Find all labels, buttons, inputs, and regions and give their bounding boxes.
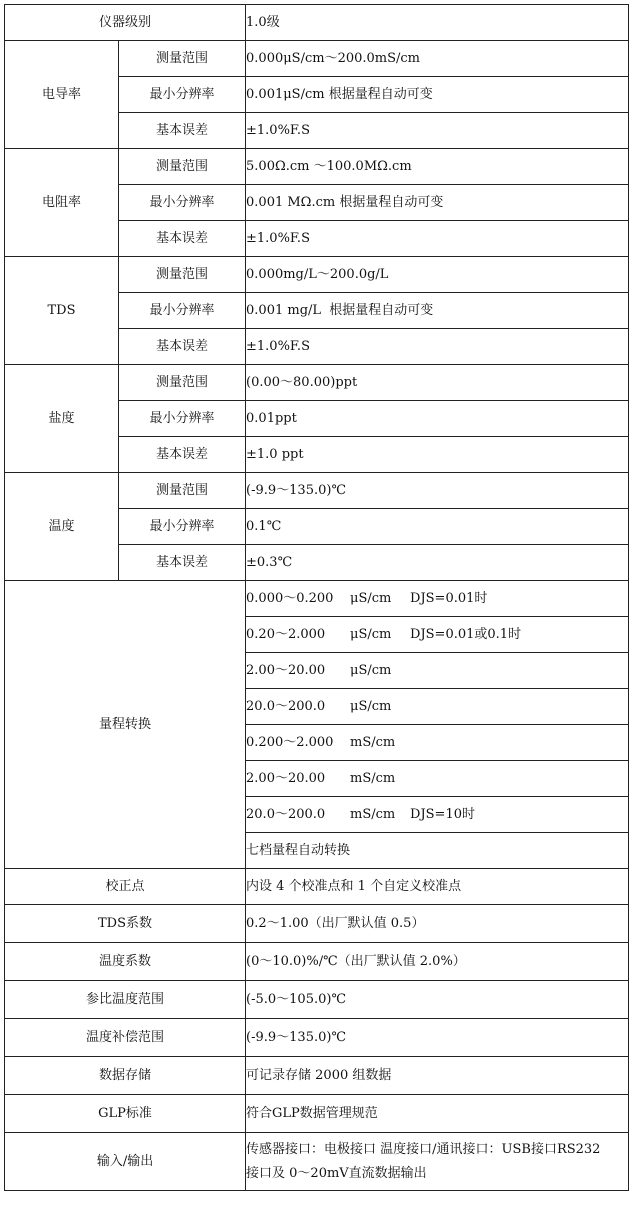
table-row	[5, 943, 629, 981]
label-range: 测量范围	[119, 41, 246, 77]
value-io	[246, 1133, 629, 1191]
range-switch-item	[246, 761, 629, 797]
label-error: 基本误差	[119, 221, 246, 257]
group-resistivity: 电阻率	[5, 149, 119, 257]
range-value: 0.000～0.200	[246, 590, 334, 606]
range-switch-item	[246, 617, 629, 653]
value-resistivity-resolution: 0.001 MΩ.cm 根据量程自动可变	[246, 185, 629, 221]
value-calibration: 内设 4 个校准点和 1 个自定义校准点	[246, 869, 629, 905]
label-calibration: 校正点	[5, 869, 246, 905]
range-note: DJS=0.01或0.1时	[410, 626, 522, 642]
range-value: 2.00～20.00	[246, 770, 326, 786]
value-glp: 符合GLP数据管理规范	[246, 1095, 629, 1133]
label-resolution: 最小分辨率	[119, 77, 246, 113]
range-switch-item	[246, 797, 629, 833]
table-row	[5, 1095, 629, 1133]
table-row	[5, 869, 629, 905]
table-row	[5, 257, 629, 293]
range-unit: μS/cm	[350, 626, 392, 642]
group-temperature: 温度	[5, 473, 119, 581]
table-row	[5, 473, 629, 509]
table-row	[5, 1019, 629, 1057]
label-range: 测量范围	[119, 473, 246, 509]
group-salinity: 盐度	[5, 365, 119, 473]
table-row	[5, 1057, 629, 1095]
table-row	[5, 905, 629, 943]
range-unit: μS/cm	[350, 698, 392, 714]
label-temp-comp-range: 温度补偿范围	[5, 1019, 246, 1057]
value-conductivity-resolution: 0.001μS/cm 根据量程自动可变	[246, 77, 629, 113]
value-conductivity-range: 0.000μS/cm～200.0mS/cm	[246, 41, 629, 77]
value-tds-error: ±1.0%F.S	[246, 329, 629, 365]
value-io-line1: 传感器接口：电极接口 温度接口/通讯接口：USB接口RS232	[246, 1141, 601, 1157]
value-temperature-error: ±0.3℃	[246, 545, 629, 581]
value-io-line2: 接口及 0～20mV直流数据输出	[246, 1165, 427, 1181]
value-temperature-range: (-9.9～135.0)℃	[246, 473, 629, 509]
range-switch-item	[246, 581, 629, 617]
label-range: 测量范围	[119, 149, 246, 185]
group-conductivity: 电导率	[5, 41, 119, 149]
value-tds-factor: 0.2～1.00（出厂默认值 0.5）	[246, 905, 629, 943]
range-switch-item	[246, 725, 629, 761]
label-data-storage: 数据存储	[5, 1057, 246, 1095]
range-unit: mS/cm	[350, 734, 396, 750]
label-resolution: 最小分辨率	[119, 293, 246, 329]
value-salinity-range: (0.00～80.00)ppt	[246, 365, 629, 401]
label-error: 基本误差	[119, 437, 246, 473]
group-tds: TDS	[5, 257, 119, 365]
label-error: 基本误差	[119, 113, 246, 149]
range-value: 2.00～20.00	[246, 662, 326, 678]
table-row	[5, 149, 629, 185]
range-unit: μS/cm	[350, 590, 392, 606]
label-io: 输入/输出	[5, 1133, 246, 1191]
label-ref-temp-range: 参比温度范围	[5, 981, 246, 1019]
table-row	[5, 5, 629, 41]
label-error: 基本误差	[119, 545, 246, 581]
label-resolution: 最小分辨率	[119, 509, 246, 545]
label-range-switch: 量程转换	[5, 581, 246, 869]
label-glp: GLP标准	[5, 1095, 246, 1133]
value-instrument-grade: 1.0级	[246, 5, 629, 41]
label-error: 基本误差	[119, 329, 246, 365]
range-switch-item	[246, 689, 629, 725]
range-value: 20.0～200.0	[246, 806, 326, 822]
value-tds-resolution: 0.001 mg/L 根据量程自动可变	[246, 293, 629, 329]
label-temp-coefficient: 温度系数	[5, 943, 246, 981]
range-unit: mS/cm	[350, 806, 396, 822]
spec-table	[4, 4, 629, 1191]
value-temp-comp-range: (-9.9～135.0)℃	[246, 1019, 629, 1057]
table-row	[5, 981, 629, 1019]
table-row	[5, 365, 629, 401]
range-switch-item	[246, 653, 629, 689]
value-conductivity-error: ±1.0%F.S	[246, 113, 629, 149]
value-temp-coefficient: (0～10.0)%/℃（出厂默认值 2.0%）	[246, 943, 629, 981]
range-note: DJS=10时	[410, 806, 475, 822]
value-tds-range: 0.000mg/L～200.0g/L	[246, 257, 629, 293]
value-salinity-error: ±1.0 ppt	[246, 437, 629, 473]
range-value: 0.200～2.000	[246, 734, 334, 750]
range-unit: μS/cm	[350, 662, 392, 678]
label-instrument-grade: 仪器级别	[5, 5, 246, 41]
table-row	[5, 1133, 629, 1191]
range-note: DJS=0.01时	[410, 590, 488, 606]
label-tds-factor: TDS系数	[5, 905, 246, 943]
value-ref-temp-range: (-5.0～105.0)℃	[246, 981, 629, 1019]
range-switch-summary: 七档量程自动转换	[246, 833, 629, 869]
label-range: 测量范围	[119, 257, 246, 293]
table-row	[5, 41, 629, 77]
value-resistivity-error: ±1.0%F.S	[246, 221, 629, 257]
table-row	[5, 581, 629, 617]
label-range: 测量范围	[119, 365, 246, 401]
range-unit: mS/cm	[350, 770, 396, 786]
label-resolution: 最小分辨率	[119, 185, 246, 221]
range-value: 0.20～2.000	[246, 626, 326, 642]
value-salinity-resolution: 0.01ppt	[246, 401, 629, 437]
range-value: 20.0～200.0	[246, 698, 326, 714]
label-resolution: 最小分辨率	[119, 401, 246, 437]
value-temperature-resolution: 0.1℃	[246, 509, 629, 545]
value-data-storage: 可记录存储 2000 组数据	[246, 1057, 629, 1095]
value-resistivity-range: 5.00Ω.cm ～100.0MΩ.cm	[246, 149, 629, 185]
